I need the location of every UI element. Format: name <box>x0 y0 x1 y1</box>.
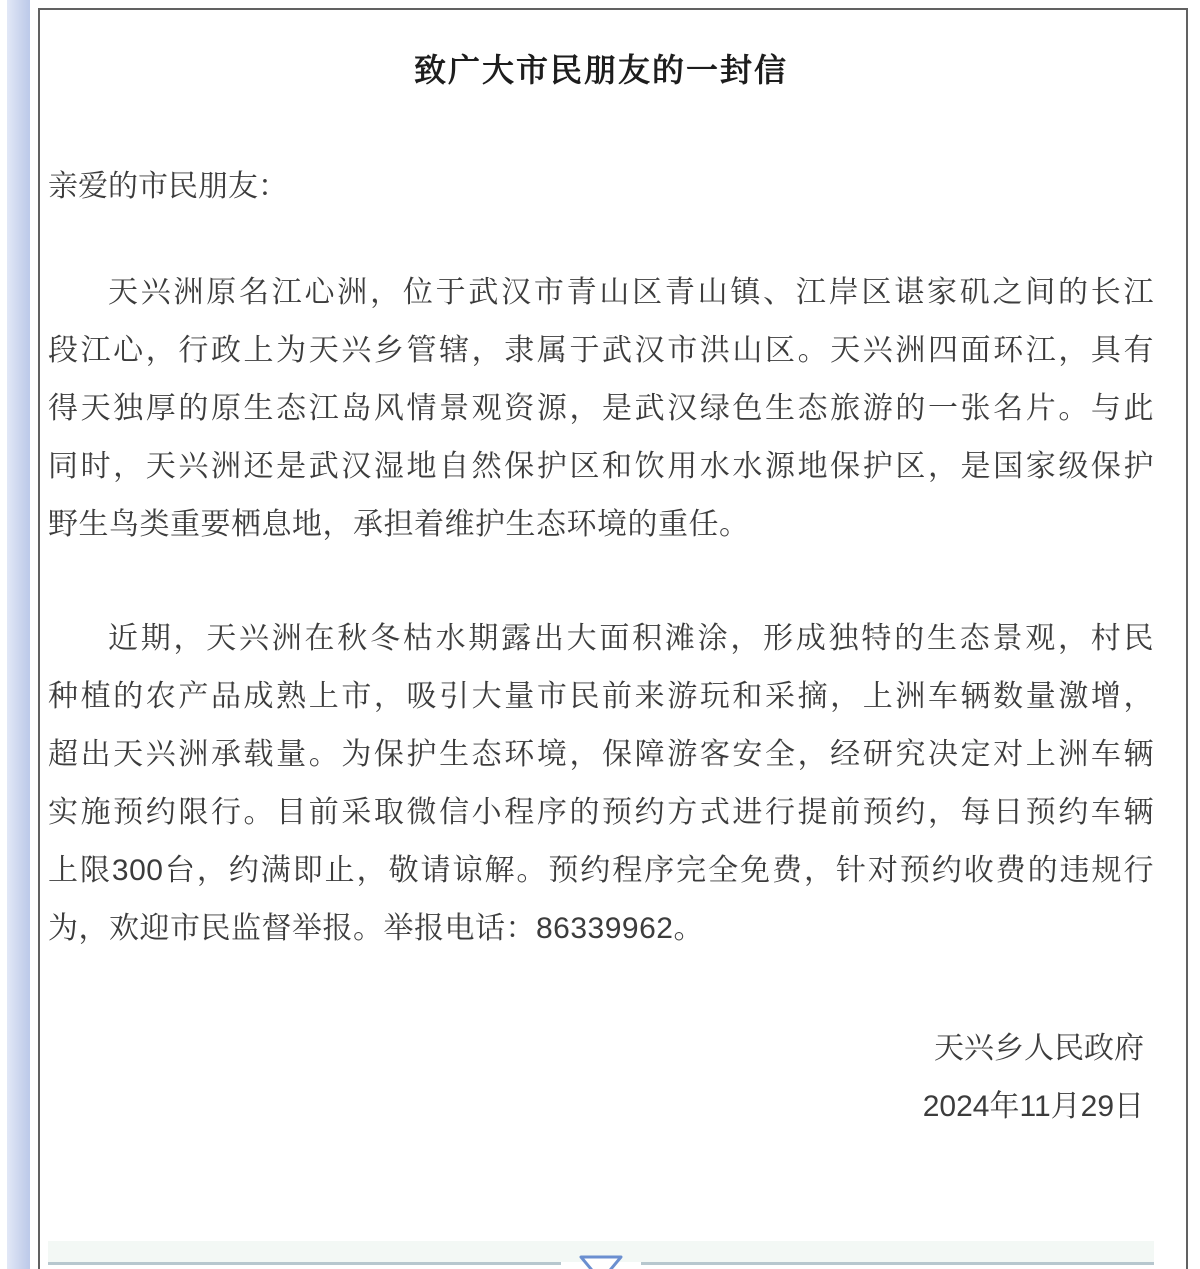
paragraph-1-line: 得天独厚的原生态江岛风情景观资源，是武汉绿色生态旅游的一张名片。与此 <box>48 392 1154 425</box>
down-triangle-icon <box>578 1255 624 1269</box>
letter-salutation: 亲爱的市民朋友： <box>48 170 288 203</box>
paragraph-2-line: 上限300台，约满即止，敬请谅解。预约程序完全免费，针对预约收费的违规行 <box>48 854 1154 887</box>
paragraph-2-line: 实施预约限行。目前采取微信小程序的预约方式进行提前预约，每日预约车辆 <box>48 796 1154 829</box>
left-accent-strip <box>7 0 30 1269</box>
letter-document <box>38 8 1188 1269</box>
signature-name: 天兴乡人民政府 <box>934 1032 1144 1065</box>
paragraph-2 <box>48 610 1154 958</box>
page-bottom-divider <box>48 1237 1154 1269</box>
paragraph-1-line: 野生鸟类重要栖息地，承担着维护生态环境的重任。 <box>48 508 750 541</box>
divider-line-right <box>641 1262 1154 1265</box>
paragraph-1 <box>48 264 1154 554</box>
divider-line-left <box>48 1262 561 1265</box>
paragraph-1-line: 段江心，行政上为天兴乡管辖，隶属于武汉市洪山区。天兴洲四面环江，具有 <box>48 334 1154 367</box>
signature-date: 2024年11月29日 <box>922 1090 1144 1123</box>
signature-block <box>48 1020 1154 1136</box>
paragraph-2-line: 种植的农产品成熟上市，吸引大量市民前来游玩和采摘，上洲车辆数量激增， <box>48 680 1154 713</box>
paragraph-2-line: 超出天兴洲承载量。为保护生态环境，保障游客安全，经研究决定对上洲车辆 <box>48 738 1154 771</box>
letter-title: 致广大市民朋友的一封信 <box>413 52 788 88</box>
paragraph-1-line: 同时，天兴洲还是武汉湿地自然保护区和饮用水水源地保护区，是国家级保护 <box>48 450 1154 483</box>
paragraph-2-line: 为，欢迎市民监督举报。举报电话：86339962。 <box>48 912 704 945</box>
paragraph-2-line: 近期，天兴洲在秋冬枯水期露出大面积滩涂，形成独特的生态景观，村民 <box>108 622 1154 655</box>
paragraph-1-line: 天兴洲原名江心洲，位于武汉市青山区青山镇、江岸区谌家矶之间的长江 <box>108 276 1154 309</box>
